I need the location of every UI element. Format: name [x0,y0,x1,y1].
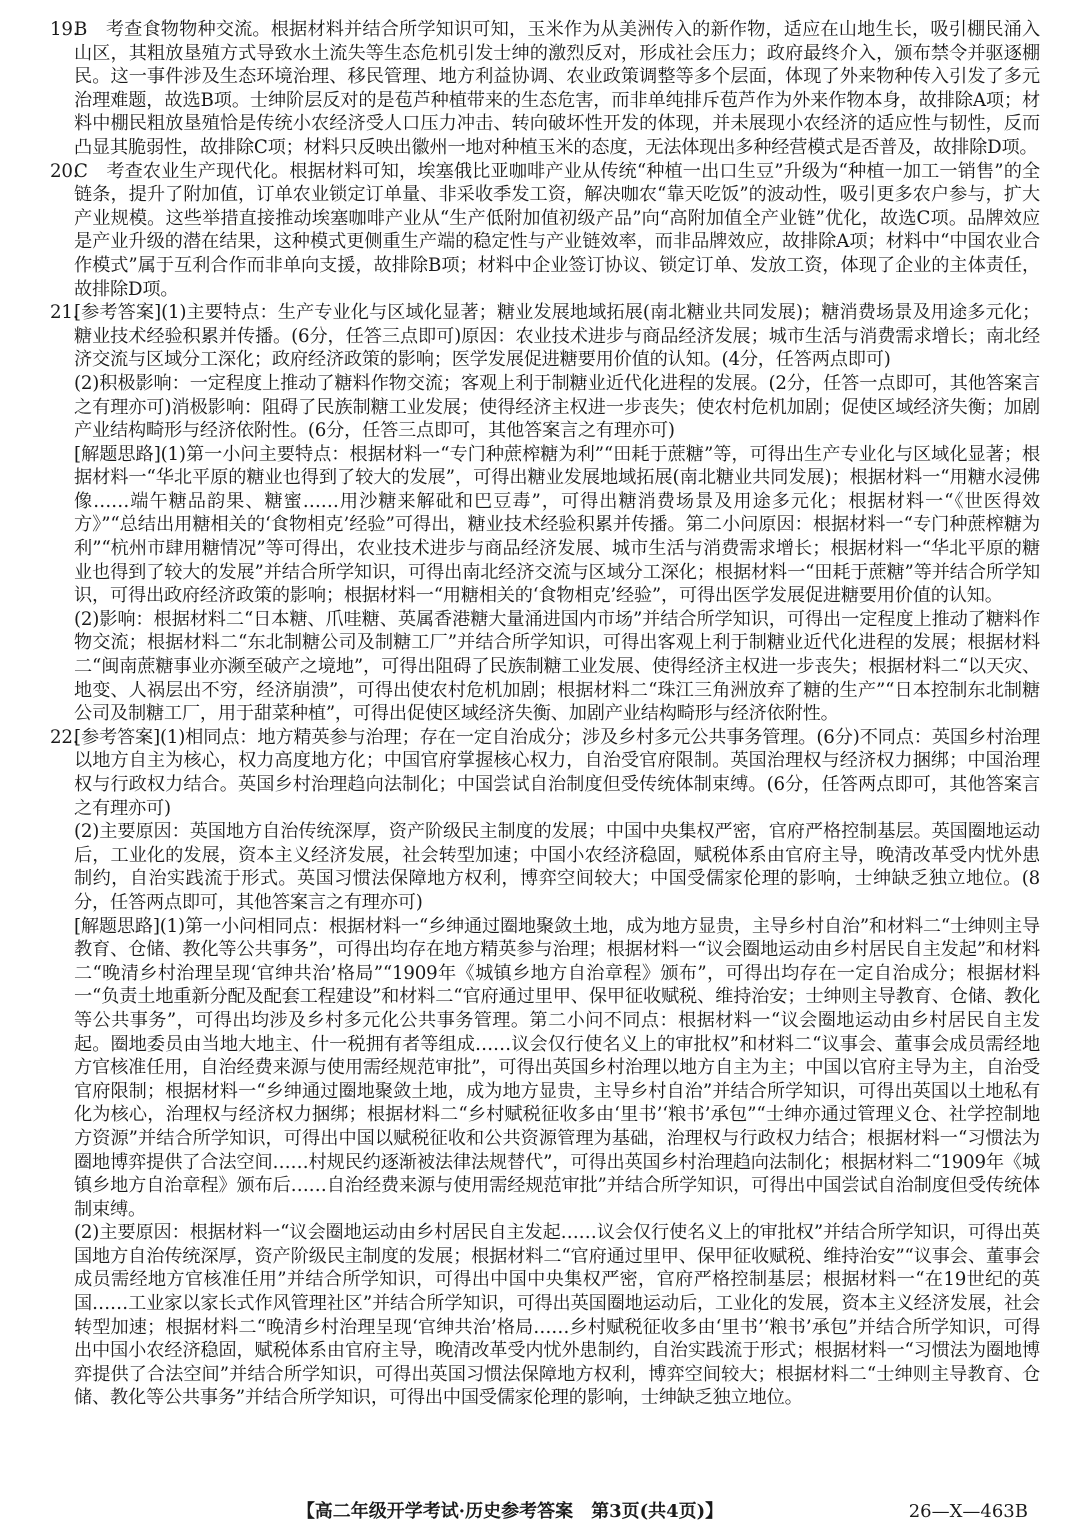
question-number: 22. [50,726,79,748]
answer-text: B 考查食物物种交流。根据材料并结合所学知识可知，玉米作为从美洲传入的新作物，适应在山地生长，吸引棚民涌入山区，其粗放垦殖方式导致水土流失等生态危机引发士绅的激烈反对，形成社会压力；政府最终介入，颁布禁令并驱逐棚民。这一事件涉及生态环境治理、移民管理、地方利益协调、农业政策调整等多个层面，体现了外来物种传入引发了多元治理难题，故选B项。士绅阶层反对的是苞芦种植带来的生态危害，而非单纯排斥苞芦作为外来作物本身，故排除A项；材料中棚民粗放垦殖恰是传统小农经济受人口压力冲击、转向破坏性开发的体现，并未展现小农经济的适应性与韧性，反而凸显其脆弱性，故排除C项；材料只反映出徽州一地对种植玉米的态度，无法体现出多种经营模式是否普及，故排除D项。 [74,19,1040,158]
reference-answer-part-1: [参考答案](1)主要特点：生产专业化与区域化显著；糖业发展地域拓展(南北糖业共同发展)；糖消费场景及用途多元化；糖业技术经验积累并传播。(6分，任答三点即可)原因：农业技术进步与商品经济发展；城市生活与消费需求增长；南北经济交流与区域分工深化；政府经济政策的影响；医学发展促进糖要用价值的认知。(4分，任答两点即可) [74,302,1040,371]
answer-item-19 [50,18,1040,160]
page-footer [0,1499,1080,1525]
reference-answer-part-1: [参考答案](1)相同点：地方精英参与治理；存在一定自治成分；涉及乡村多元公共事务管理。(6分)不同点：英国乡村治理以地方自主为核心，权力高度地方化；中国官府掌握核心权力，自治受官府限制。英国治理权与经济权力捆绑；中国治理权与行政权力结合。英国乡村治理趋向法制化；中国尝试自治制度但受传统体制束缚。(6分，任答两点即可，其他答案言之有理亦可) [74,726,1040,819]
answer-content [50,18,1040,1410]
question-number: 20. [50,160,79,182]
footer-title: 【高二年级开学考试·历史参考答案 第3页(共4页)】 [296,1501,724,1522]
answer-item-22 [50,726,1040,1410]
solution-approach-part-1: [解题思路](1)第一小问相同点：根据材料一“乡绅通过圈地聚敛土地，成为地方显贵，主导乡村自治”和材料二“士绅则主导教育、仓储、教化等公共事务”，可得出均存在地方精英参与治理；根据材料一“议会圈地运动由乡村居民自主发起”和材料二“晚清乡村治理呈现‘官绅共治’格局”“1909年《城镇乡地方自治章程》颁布”，可得出均存在一定自治成分；根据材料一“负责土地重新分配及配套工程建设”和材料二“官府通过里甲、保甲征收赋税、维持治安；士绅则主导教育、仓储、教化等公共事务”，可得出均涉及乡村多元化公共事务管理。第二小问不同点：根据材料一“议会圈地运动由乡村居民自主发起。圈地委员由当地大地主、什一税拥有者等组成……议会仅行使名义上的审批权”和材料二“议事会、董事会成员需经地方官核准任用，自治经费来源与使用需经规范审批”，可得出英国乡村治理以地方自主为主；中国以官府主导为主，自治受官府限制；根据材料一“乡绅通过圈地聚敛土地，成为地方显贵，主导乡村自治”并结合所学知识，可得出英国以土地私有化为核心，治理权与经济权力捆绑；根据材料二“乡村赋税征收多由‘里书’‘粮书’承包”“士绅亦通过管理义仓、社学控制地方资源”并结合所学知识，可得出中国以赋税征收和公共资源管理为基础，治理权与行政权力结合；根据材料一“习惯法为圈地博弈提供了合法空间……村规民约逐渐被法律法规替代”，可得出英国乡村治理趋向法制化；根据材料二“1909年《城镇乡地方自治章程》颁布后……自治经费来源与使用需经规范审批”并结合所学知识，可得出中国尝试自治制度但受传统体制束缚。 [74,915,1040,1220]
solution-approach-part-2: (2)影响：根据材料二“日本糖、爪哇糖、英属香港糖大量涌进国内市场”并结合所学知识，可得出一定程度上推动了糖料作物交流；根据材料二“东北制糖公司及制糖工厂”并结合所学知识，可得出客观上利于制糖业近代化进程的发展；根据材料二“闽南蔗糖事业亦濒至破产之境地”，可得出阻碍了民族制糖工业发展、使得经济主权进一步丧失；根据材料二“以天灾、地变、人祸层出不穷，经济崩溃”，可得出使农村危机加剧；根据材料二“珠江三角洲放弃了糖的生产”“日本控制东北制糖公司及制糖工厂，用于甜菜种植”，可得出促使区域经济失衡、加剧产业结构畸形与经济依附性。 [74,608,1040,725]
solution-approach-part-2: (2)主要原因：根据材料一“议会圈地运动由乡村居民自主发起……议会仅行使名义上的审批权”并结合所学知识，可得出英国地方自治传统深厚，资产阶级民主制度的发展；根据材料二“官府通过里甲、保甲征收赋税、维持治安”“议事会、董事会成员需经地方官核准任用”并结合所学知识，可得出中国中央集权严密，官府严格控制基层；根据材料一“在19世纪的英国……工业家以家长式作风管理社区”并结合所学知识，可得出英国圈地运动后，工业化的发展，资本主义经济发展，社会转型加速；根据材料二“晚清乡村治理呈现‘官绅共治’格局……乡村赋税征收多由‘里书’‘粮书’承包”并结合所学知识，可得出中国小农经济稳固，赋税体系由官府主导，晚清改革受内忧外患制约，自治实践流于形式；根据材料一“习惯法为圈地博弈提供了合法空间”并结合所学知识，可得出英国习惯法保障地方权利，博弈空间较大；根据材料二“士绅则主导教育、仓储、教化等公共事务”并结合所学知识，可得出中国受儒家伦理的影响，士绅缺乏独立地位。 [74,1222,1040,1409]
question-number: 21. [50,302,79,324]
reference-answer-part-2: (2)主要原因：英国地方自治传统深厚，资产阶级民主制度的发展；中国中央集权严密，官府严格控制基层。英国圈地运动后，工业化的发展，资本主义经济发展，社会转型加速；中国小农经济稳固，赋税体系由官府主导，晚清改革受内忧外患制约，自治实践流于形式。英国习惯法保障地方权利，博弈空间较大；中国受儒家伦理的影响，士绅缺乏独立地位。(8分，任答两点即可，其他答案言之有理亦可) [74,821,1040,913]
answer-text: C 考查农业生产现代化。根据材料可知，埃塞俄比亚咖啡产业从传统“种植一出口生豆”升级为“种植一加工一销售”的全链条，提升了附加值，订单农业锁定订单量、非采收季发工资，解决咖农“靠天吃饭”的波动性，吸引更多农户参与，扩大产业规模。这些举措直接推动埃塞咖啡产业从“生产低附加值初级产品”向“高附加值全产业链”优化，故选C项。品牌效应是产业升级的潜在结果，这种模式更侧重生产端的稳定性与产业链效率，而非品牌效应，故排除A项；材料中“中国农业合作模式”属于互利合作而非单向支援，故排除B项；材料中企业签订协议、锁定订单、发放工资，体现了企业的主体责任，故排除D项。 [74,160,1040,300]
document-code: 26—X—463B [908,1501,1028,1522]
question-number: 19. [50,19,79,40]
solution-approach-part-1: [解题思路](1)第一小问主要特点：根据材料一“专门种蔗榨糖为利”“田耗于蔗糖”等，可得出生产专业化与区域化显著；根据材料一“华北平原的糖业也得到了较大的发展”，可得出糖业发展地域拓展(南北糖业共同发展)；根据材料一“用糖水浸佛像……端午糖品韵果、糖蜜……用沙糖来解砒和巴豆毒”，可得出糖消费场景及用途多元化；根据材料一“《世医得效方》”“总结出用糖相关的‘食物相克’经验”可得出，糖业技术经验积累并传播。第二小问原因：根据材料一“专门种蔗榨糖为利”“杭州市肆用糖情况”等可得出，农业技术进步与商品经济发展、城市生活与消费需求增长；根据材料一“华北平原的糖业也得到了较大的发展”并结合所学知识，可得出南北经济交流与区域分工深化；根据材料一“田耗于蔗糖”等并结合所学知识，可得出政府经济政策的影响；根据材料一“用糖相关的‘食物相克’经验”，可得出医学发展促进糖要用价值的认知。 [74,443,1040,607]
answer-item-20 [50,160,1040,302]
reference-answer-part-2: (2)积极影响：一定程度上推动了糖料作物交流；客观上利于制糖业近代化进程的发展。(2分，任答一点即可，其他答案言之有理亦可)消极影响：阻碍了民族制糖工业发展；使得经济主权进一步丧失；使农村危机加剧；促使区域经济失衡；加剧产业结构畸形与经济依附性。(6分，任答三点即可，其他答案言之有理亦可) [74,372,1040,442]
answer-item-21 [50,301,1040,726]
